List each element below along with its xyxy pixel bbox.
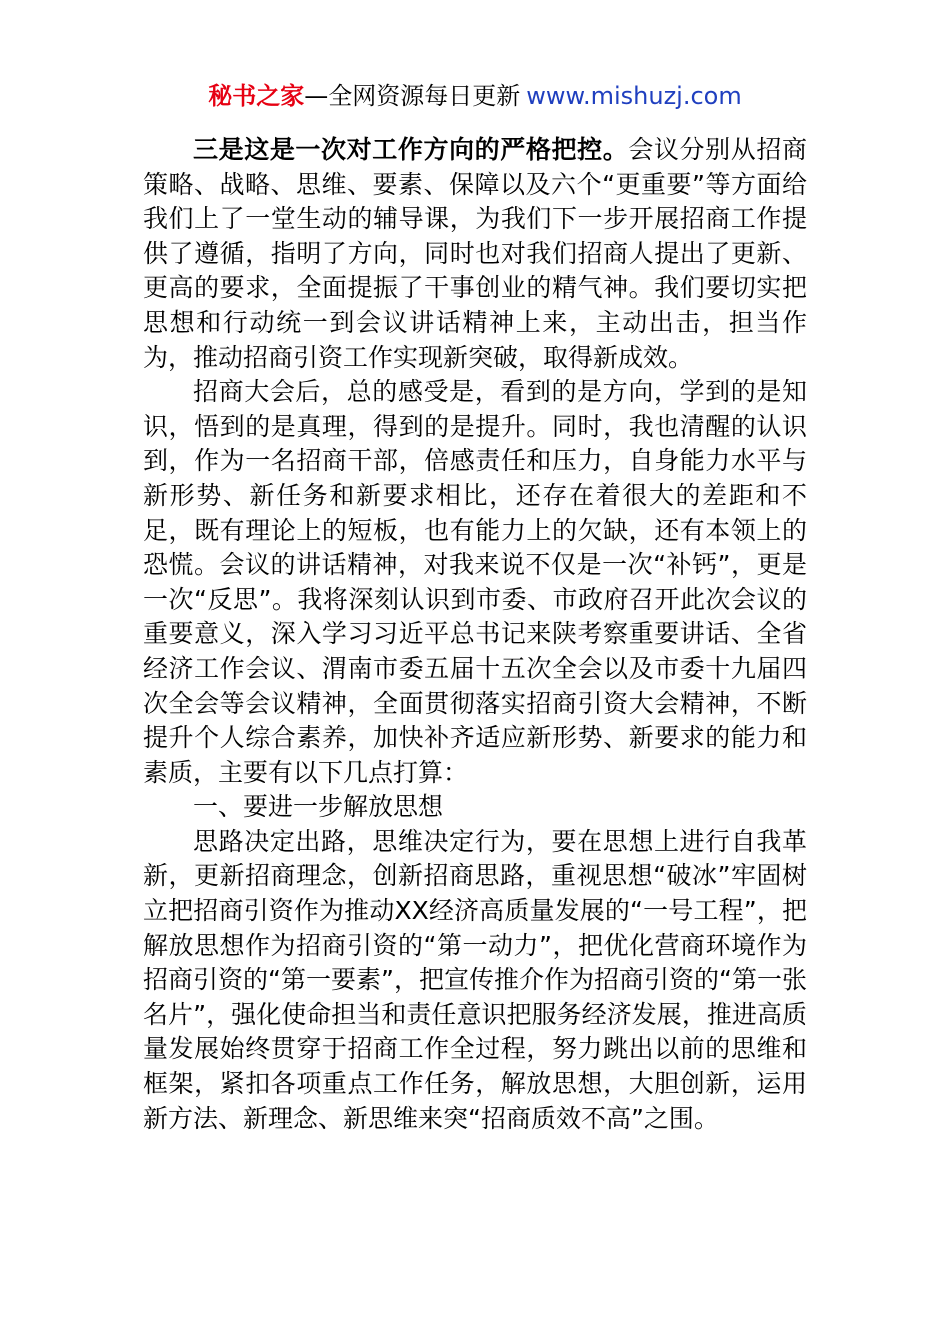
- paragraph-lead: 三是这是一次对工作方向的严格把控。: [193, 135, 629, 164]
- paragraph-1: [143, 133, 807, 375]
- paragraph-2: 招商大会后，总的感受是，看到的是方向，学到的是知识，悟到的是真理，得到的是提升。同时，我也清醒的认识到，作为一名招商干部，倍感责任和压力，自身能力水平与新形势、新任务和新要求相比，还存在着很大的差距和不足，既有理论上的短板，也有能力上的欠缺，还有本领上的恐慌。会议的讲话精神，对我来说不仅是一次“补钙”，更是一次“反思”。我将深刻认识到市委、市政府召开此次会议的重要意义，深入学习习近平总书记来陕考察重要讲话、全省经济工作会议、渭南市委五届十五次全会以及市委十九届四次全会等会议精神，全面贯彻落实招商引资大会精神，不断提升个人综合素养，加快补齐适应新形势、新要求的能力和素质，主要有以下几点打算：: [143, 377, 807, 787]
- header-tagline: —全网资源每日更新: [304, 82, 521, 110]
- document-body: [143, 133, 807, 1136]
- section-heading: 一、要进一步解放思想: [193, 792, 444, 822]
- site-link[interactable]: www.mishuzj.com: [526, 82, 742, 110]
- paragraph-text: 会议分别从招商策略、战略、思维、要素、保障以及六个“更重要”等方面给我们上了一堂生动的辅导课，为我们下一步开展招商工作提供了遵循，指明了方向，同时也对我们招商人提出了更新、更高的要求，全面提振了干事创业的精气神。我们要切实把思想和行动统一到会议讲话精神上来，主动出击，担当作为，推动招商引资工作实现新突破，取得新成效。: [143, 135, 807, 372]
- paragraph-3: 思路决定出路，思维决定行为，要在思想上进行自我革新，更新招商理念，创新招商思路，重视思想“破冰”牢固树立把招商引资作为推动XX经济高质量发展的“一号工程”，把解放思想作为招商引资的“第一动力”，把优化营商环境作为招商引资的“第一要素”，把宣传推介作为招商引资的“第一张名片”，强化使命担当和责任意识把服务经济发展，推进高质量发展始终贯穿于招商工作全过程，努力跳出以前的思维和框架，紧扣各项重点工作任务，解放思想，大胆创新，运用新方法、新理念、新思维来突“招商质效不高”之围。: [143, 826, 807, 1133]
- brand-name: 秘书之家: [208, 82, 305, 110]
- page-header: [0, 80, 950, 112]
